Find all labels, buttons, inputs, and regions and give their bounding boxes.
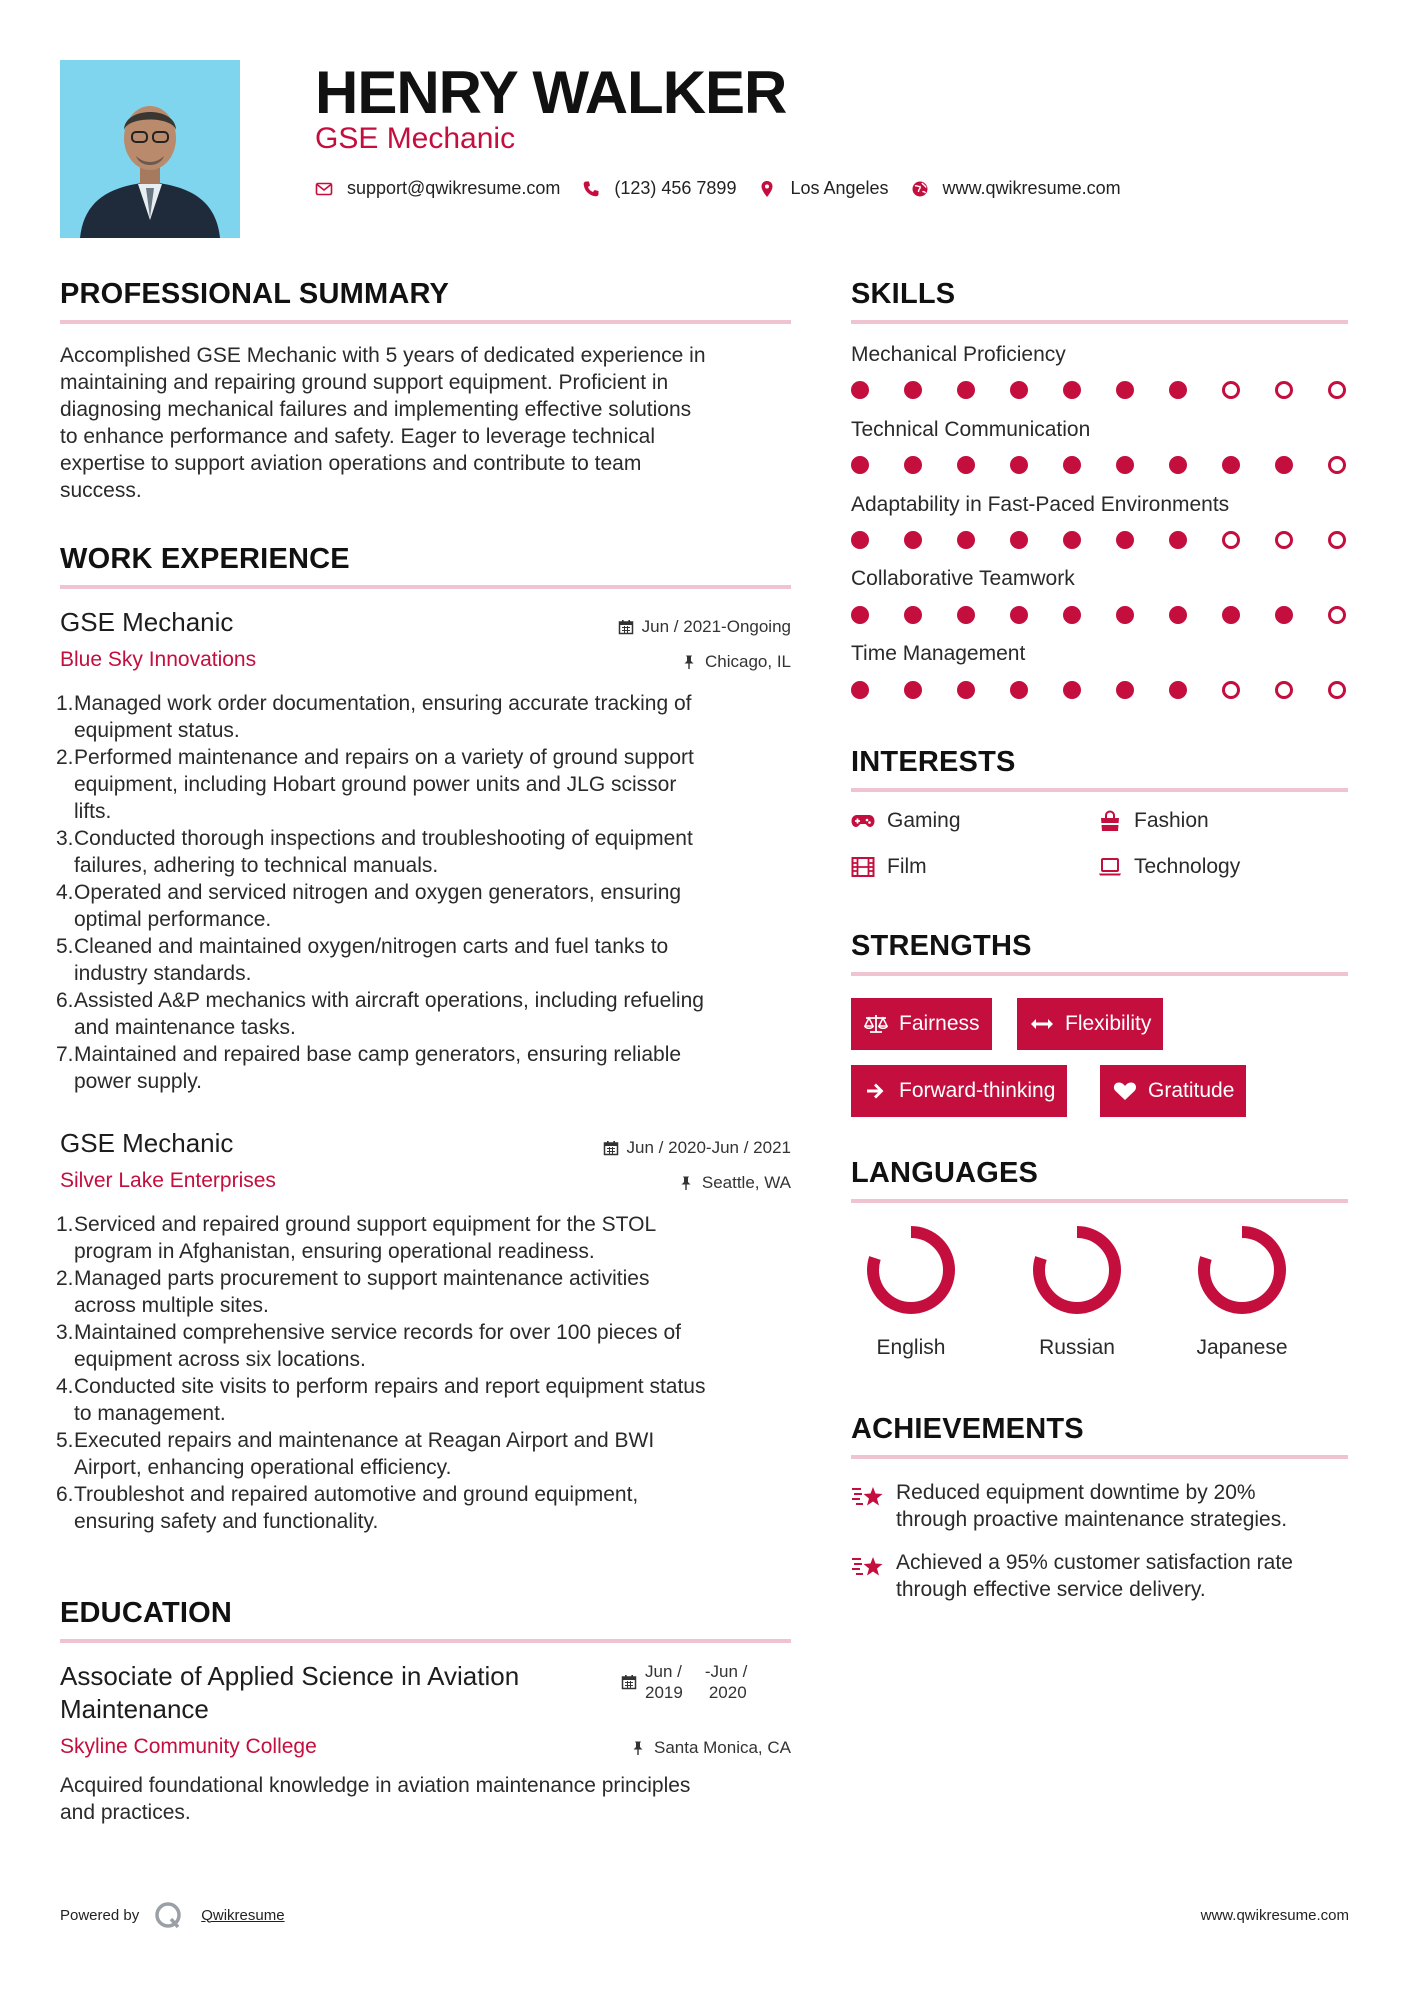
qwikresume-link[interactable]: Qwikresume <box>201 1906 285 1924</box>
list-item: 1. Managed work order documentation, ensuring accurate tracking of equipment status. <box>56 692 692 742</box>
calendar-icon <box>618 619 634 635</box>
list-item: 3. Maintained comprehensive service records for over 100 pieces of equipment across six locations. <box>56 1321 681 1371</box>
language-progress-ring <box>861 1220 961 1320</box>
job-title: GSE Mechanic <box>60 1128 234 1158</box>
achievement-item: Achieved a 95% customer satisfaction rate through effective service delivery. <box>851 1549 1351 1603</box>
list-item: 5. Cleaned and maintained oxygen/nitrogen carts and fuel tanks to industry standards. <box>56 935 669 985</box>
skill-dot-empty <box>1275 681 1293 699</box>
job-title: GSE Mechanic <box>60 607 234 637</box>
degree-line: Associate of Applied Science in Aviation <box>60 1661 520 1691</box>
thumbtack-icon <box>630 1740 646 1756</box>
skill-dot-filled <box>904 456 922 474</box>
list-item: 5. Executed repairs and maintenance at Reagan Airport and BWI Airport, enhancing operational efficiency. <box>56 1429 655 1479</box>
skill-dot-filled <box>1116 681 1134 699</box>
list-item: 1. Serviced and repaired ground support equipment for the STOL program in Afghanistan, ensuring operational readiness. <box>56 1213 657 1263</box>
phone-icon <box>582 180 600 198</box>
summary-heading: PROFESSIONAL SUMMARY <box>60 278 450 310</box>
summary-line: maintaining and repairing ground support equipment. Proficient in <box>60 371 669 394</box>
skill-dot-filled <box>904 606 922 624</box>
list-item: 2. Managed parts procurement to support maintenance activities across multiple sites. <box>56 1267 650 1317</box>
skills-heading: SKILLS <box>851 278 956 310</box>
skill-name: Technical Communication <box>851 418 1091 441</box>
list-item: 6. Assisted A&P mechanics with aircraft operations, including refueling and maintenance tasks. <box>56 989 704 1039</box>
film-icon <box>851 856 875 878</box>
skill-dot-empty <box>1222 381 1240 399</box>
job-location-text: Chicago, IL <box>705 652 791 671</box>
map-pin-icon <box>758 180 776 198</box>
thumbtack-icon <box>681 654 697 670</box>
skill-dot-filled <box>1116 456 1134 474</box>
calendar-icon <box>621 1674 637 1690</box>
arrows-horizontal-icon <box>1029 1013 1055 1035</box>
laptop-icon <box>1098 856 1122 878</box>
skill-dot-empty <box>1328 681 1346 699</box>
calendar-icon <box>603 1140 619 1156</box>
heart-icon <box>1112 1080 1138 1102</box>
summary-line: expertise to support aviation operations and contribute to team <box>60 452 642 475</box>
candidate-name: HENRY WALKER <box>315 59 787 126</box>
education-date-end: -Jun / 2020 <box>704 1662 748 1702</box>
skill-dot-filled <box>904 381 922 399</box>
job-location-text: Seattle, WA <box>701 1173 791 1192</box>
language-item <box>1172 1220 1312 1360</box>
shooting-star-icon <box>851 1481 885 1511</box>
skill-dot-empty <box>1328 531 1346 549</box>
list-item: 2. Performed maintenance and repairs on a variety of ground support equipment, including Hobart ground power units and JLG scissor lifts. <box>56 746 694 823</box>
summary-divider <box>60 320 791 324</box>
interest-item: Fashion <box>1098 809 1209 833</box>
education-date <box>621 1661 747 1703</box>
job-bullets <box>56 690 796 1095</box>
job-date <box>618 617 791 637</box>
language-item <box>1007 1220 1147 1360</box>
language-label: Japanese <box>1196 1336 1288 1359</box>
contact-phone[interactable]: (123) 456 7899 <box>614 178 737 198</box>
list-item: 3. Conducted thorough inspections and troubleshooting of equipment failures, adhering to technical manuals. <box>56 827 693 877</box>
list-item: 7. Maintained and repaired base camp generators, ensuring reliable power supply. <box>56 1043 682 1093</box>
job-date-text: Jun / 2021-Ongoing <box>641 617 791 636</box>
footer-powered-by <box>60 1900 285 1930</box>
skill-dot-filled <box>1116 606 1134 624</box>
skill-name: Mechanical Proficiency <box>851 343 1066 366</box>
summary-line: Accomplished GSE Mechanic with 5 years of dedicated experience in <box>60 344 706 367</box>
work-heading: WORK EXPERIENCE <box>60 543 350 575</box>
skill-dot-filled <box>1063 606 1081 624</box>
interest-item: Technology <box>1098 855 1240 879</box>
skill-dot-filled <box>1010 456 1028 474</box>
education-date-start: Jun / 2019 <box>645 1662 683 1702</box>
footer-website[interactable]: www.qwikresume.com <box>1200 1907 1349 1924</box>
skill-name: Collaborative Teamwork <box>851 567 1075 590</box>
strengths-divider <box>851 972 1348 976</box>
skill-rating <box>851 529 1351 551</box>
skill-dot-filled <box>1063 531 1081 549</box>
balance-scale-icon <box>863 1013 889 1035</box>
skill-dot-filled <box>1063 381 1081 399</box>
strength-tag: Fairness <box>851 998 992 1050</box>
globe-icon <box>911 180 929 198</box>
skill-dot-empty <box>1222 681 1240 699</box>
education-description: Acquired foundational knowledge in aviation maintenance principles and practices. <box>60 1774 691 1824</box>
company-name: Silver Lake Enterprises <box>60 1169 276 1192</box>
work-divider <box>60 585 791 589</box>
strength-tag: Gratitude <box>1100 1065 1246 1117</box>
summary-line: diagnosing mechanical failures and implementing effective solutions <box>60 398 692 421</box>
person-photo-icon <box>60 60 240 238</box>
skill-rating <box>851 454 1351 476</box>
skill-dot-filled <box>957 606 975 624</box>
qwikresume-logo-icon <box>153 1900 183 1930</box>
language-progress-ring <box>1192 1220 1292 1320</box>
job-date <box>603 1138 791 1158</box>
skill-dot-filled <box>1169 381 1187 399</box>
languages-heading: LANGUAGES <box>851 1157 1039 1189</box>
skill-dot-filled <box>1063 681 1081 699</box>
candidate-title: GSE Mechanic <box>315 122 516 155</box>
language-label: English <box>876 1336 946 1359</box>
summary-line: to enhance performance and safety. Eager to leverage technical <box>60 425 655 448</box>
strengths-heading: STRENGTHS <box>851 930 1032 962</box>
skill-dot-empty <box>1328 381 1346 399</box>
skill-dot-filled <box>1275 456 1293 474</box>
job-date-text: Jun / 2020-Jun / 2021 <box>626 1138 791 1157</box>
skill-rating <box>851 679 1351 701</box>
skill-dot-filled <box>1010 606 1028 624</box>
achievements-divider <box>851 1455 1348 1459</box>
skill-dot-filled <box>1010 381 1028 399</box>
skill-dot-filled <box>904 681 922 699</box>
skill-dot-filled <box>1222 456 1240 474</box>
education-heading: EDUCATION <box>60 1597 233 1629</box>
skill-dot-empty <box>1328 456 1346 474</box>
skill-dot-empty <box>1222 531 1240 549</box>
language-item <box>841 1220 981 1360</box>
skill-dot-filled <box>957 456 975 474</box>
skill-dot-filled <box>1169 681 1187 699</box>
skill-dot-filled <box>1063 456 1081 474</box>
profile-photo <box>60 60 240 238</box>
summary-text <box>60 342 791 504</box>
interest-item: Gaming <box>851 809 961 833</box>
skill-dot-filled <box>904 531 922 549</box>
interests-heading: INTERESTS <box>851 746 1016 778</box>
education-location <box>630 1738 791 1758</box>
shooting-star-icon <box>851 1551 885 1581</box>
list-item: 6. Troubleshot and repaired automotive and ground equipment, ensuring safety and functionality. <box>56 1483 639 1533</box>
thumbtack-icon <box>678 1175 694 1191</box>
skill-dot-filled <box>1116 531 1134 549</box>
skill-dot-filled <box>851 681 869 699</box>
skill-dot-filled <box>1010 681 1028 699</box>
powered-by-label: Powered by <box>60 1906 140 1924</box>
skill-dot-filled <box>957 381 975 399</box>
skill-dot-filled <box>1010 531 1028 549</box>
skill-dot-filled <box>851 531 869 549</box>
achievements-heading: ACHIEVEMENTS <box>851 1413 1084 1445</box>
job-location <box>681 652 791 672</box>
education-location-text: Santa Monica, CA <box>653 1738 791 1757</box>
skill-dot-filled <box>1169 531 1187 549</box>
list-item: 4. Operated and serviced nitrogen and oxygen generators, ensuring optimal performance. <box>56 881 682 931</box>
arrow-right-icon <box>863 1080 889 1102</box>
envelope-icon <box>315 180 333 198</box>
job-location <box>678 1173 791 1193</box>
skill-dot-empty <box>1328 606 1346 624</box>
skill-name: Time Management <box>851 642 1026 665</box>
skill-dot-filled <box>1222 606 1240 624</box>
skill-dot-filled <box>1169 456 1187 474</box>
skills-divider <box>851 320 1348 324</box>
summary-line: success. <box>60 479 142 502</box>
skill-dot-empty <box>1275 531 1293 549</box>
job-bullets <box>56 1211 796 1535</box>
skill-rating <box>851 604 1351 626</box>
degree-title <box>60 1660 620 1726</box>
contact-location: Los Angeles <box>790 178 889 198</box>
skill-dot-filled <box>851 606 869 624</box>
company-name: Blue Sky Innovations <box>60 648 257 671</box>
interests-divider <box>851 788 1348 792</box>
skill-name: Adaptability in Fast-Paced Environments <box>851 493 1230 516</box>
skill-dot-filled <box>851 456 869 474</box>
school-name: Skyline Community College <box>60 1735 317 1758</box>
education-divider <box>60 1639 791 1643</box>
strength-tag: Flexibility <box>1017 998 1163 1050</box>
degree-line: Maintenance <box>60 1694 209 1724</box>
contact-bar <box>315 178 1143 199</box>
shopping-bag-icon <box>1098 810 1122 832</box>
skill-dot-filled <box>957 681 975 699</box>
skill-rating <box>851 379 1351 401</box>
contact-email[interactable]: support@qwikresume.com <box>347 178 561 198</box>
languages-divider <box>851 1199 1348 1203</box>
skill-dot-filled <box>957 531 975 549</box>
language-progress-ring <box>1027 1220 1127 1320</box>
list-item: 4. Conducted site visits to perform repairs and report equipment status to management. <box>56 1375 706 1425</box>
skill-dot-filled <box>1275 606 1293 624</box>
skill-dot-empty <box>1275 381 1293 399</box>
skill-dot-filled <box>851 381 869 399</box>
contact-website[interactable]: www.qwikresume.com <box>942 178 1121 198</box>
achievement-item: Reduced equipment downtime by 20% through proactive maintenance strategies. <box>851 1479 1351 1533</box>
language-label: Russian <box>1039 1336 1115 1359</box>
gamepad-icon <box>851 810 875 832</box>
skill-dot-filled <box>1116 381 1134 399</box>
skill-dot-filled <box>1169 606 1187 624</box>
interest-item: Film <box>851 855 927 879</box>
strength-tag: Forward-thinking <box>851 1065 1067 1117</box>
